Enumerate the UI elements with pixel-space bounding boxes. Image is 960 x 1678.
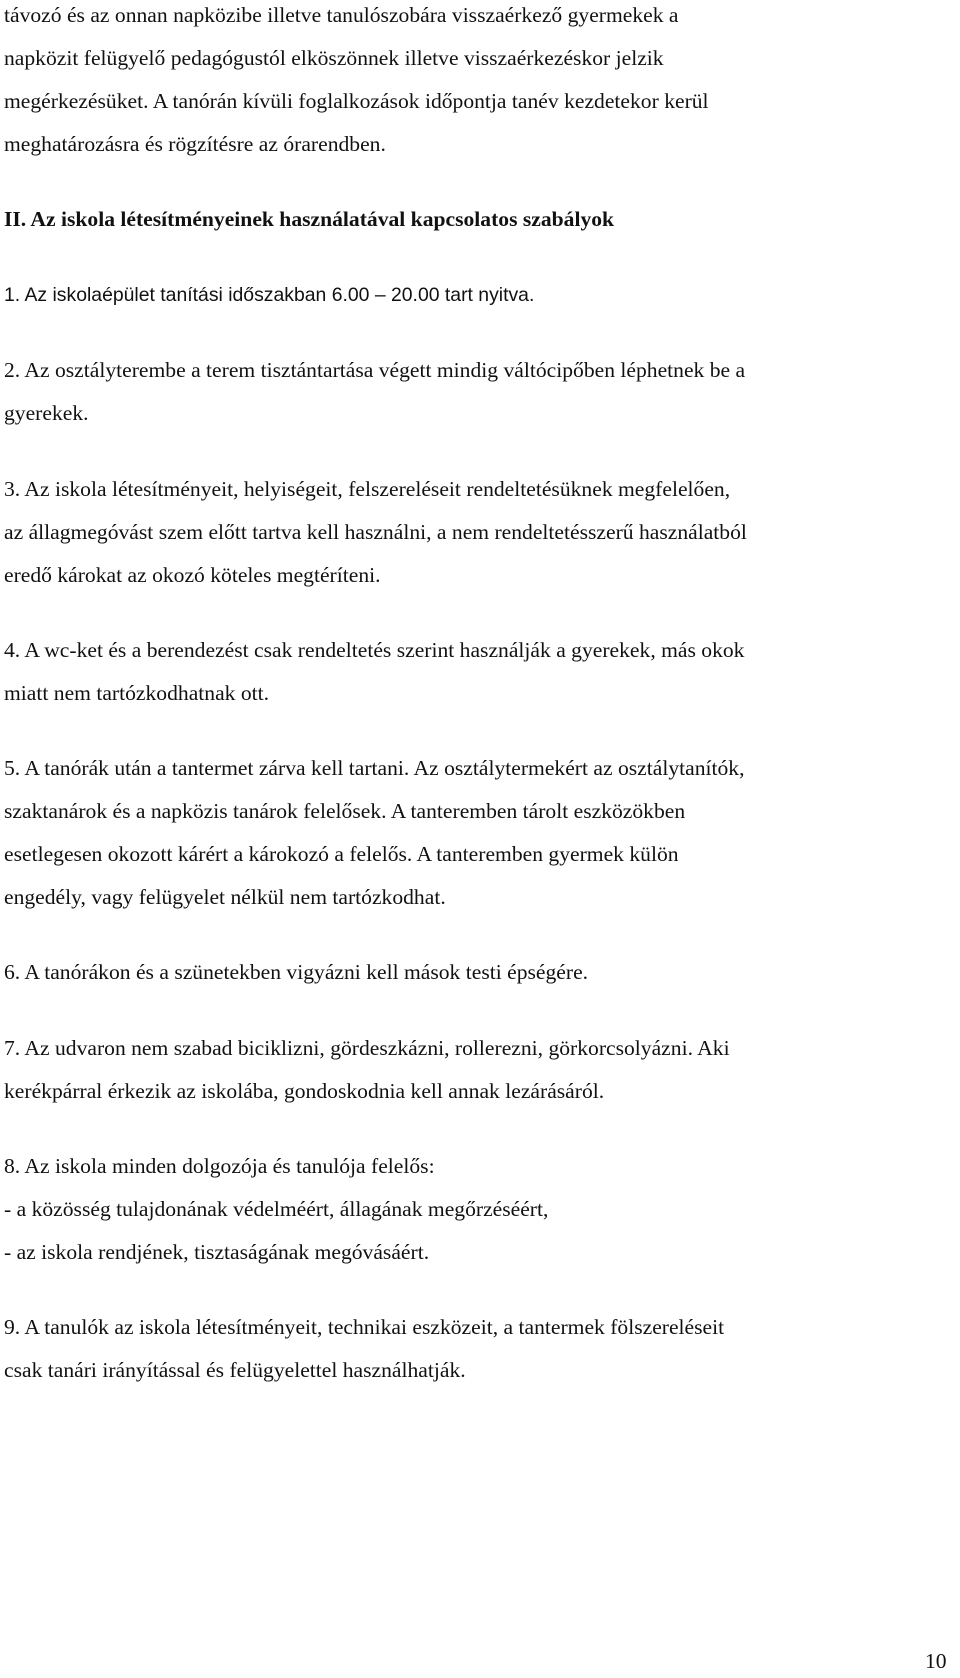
section-heading: II. Az iskola létesítményeinek használatával kapcsolatos szabályok [4, 207, 615, 231]
text-line: távozó és az onnan napközibe illetve tanulószobára visszaérkező gyermekek a [4, 3, 679, 27]
text-line: szaktanárok és a napközis tanárok felelősek. A tanteremben tárolt eszközökben [4, 799, 686, 823]
text-line: eredő károkat az okozó köteles megtéríteni. [4, 563, 381, 587]
text-line: 3. Az iskola létesítményeit, helyiségeit, felszereléseit rendeltetésüknek megfelelően, [4, 477, 731, 501]
text-line: 2. Az osztályterembe a terem tisztántartása végett mindig váltócipőben léphetnek be a [4, 358, 746, 382]
text-line: gyerekek. [4, 401, 89, 425]
text-line: engedély, vagy felügyelet nélkül nem tartózkodhat. [4, 885, 446, 909]
text-line: 6. A tanórákon és a szünetekben vigyázni kell mások testi épségére. [4, 960, 589, 984]
text-line: esetlegesen okozott kárért a károkozó a felelős. A tanteremben gyermek külön [4, 842, 679, 866]
text-line: 5. A tanórák után a tantermet zárva kell tartani. Az osztálytermekért az osztálytanítók, [4, 756, 745, 780]
text-line: - a közösség tulajdonának védelméért, állagának megőrzéséért, [4, 1197, 549, 1221]
text-line: 7. Az udvaron nem szabad biciklizni, gördeszkázni, rollerezni, görkorcsolyázni. Aki [4, 1036, 730, 1060]
text-line: - az iskola rendjének, tisztaságának megóvásáért. [4, 1240, 430, 1264]
text-line: megérkezésüket. A tanórán kívüli foglalkozások időpontja tanév kezdetekor kerül [4, 89, 709, 113]
text-line: meghatározásra és rögzítésre az órarendben. [4, 132, 386, 156]
page-number: 10 [925, 1649, 947, 1673]
text-line: 9. A tanulók az iskola létesítményeit, technikai eszközeit, a tantermek fölszereléseit [4, 1315, 725, 1339]
text-line: kerékpárral érkezik az iskolába, gondoskodnia kell annak lezárásáról. [4, 1079, 605, 1103]
text-line: 4. A wc-ket és a berendezést csak rendeltetés szerint használják a gyerekek, más okok [4, 638, 745, 662]
text-line: miatt nem tartózkodhatnak ott. [4, 681, 270, 705]
text-line: csak tanári irányítással és felügyelettel használhatják. [4, 1358, 466, 1382]
text-line: 8. Az iskola minden dolgozója és tanulója felelős: [4, 1154, 435, 1178]
text-line: 1. Az iskolaépület tanítási időszakban 6.00 – 20.00 tart nyitva. [4, 284, 535, 306]
text-line: az állagmegóvást szem előtt tartva kell használni, a nem rendeltetésszerű használatból [4, 520, 747, 544]
text-line: napközit felügyelő pedagógustól elköszönnek illetve visszaérkezéskor jelzik [4, 46, 664, 70]
